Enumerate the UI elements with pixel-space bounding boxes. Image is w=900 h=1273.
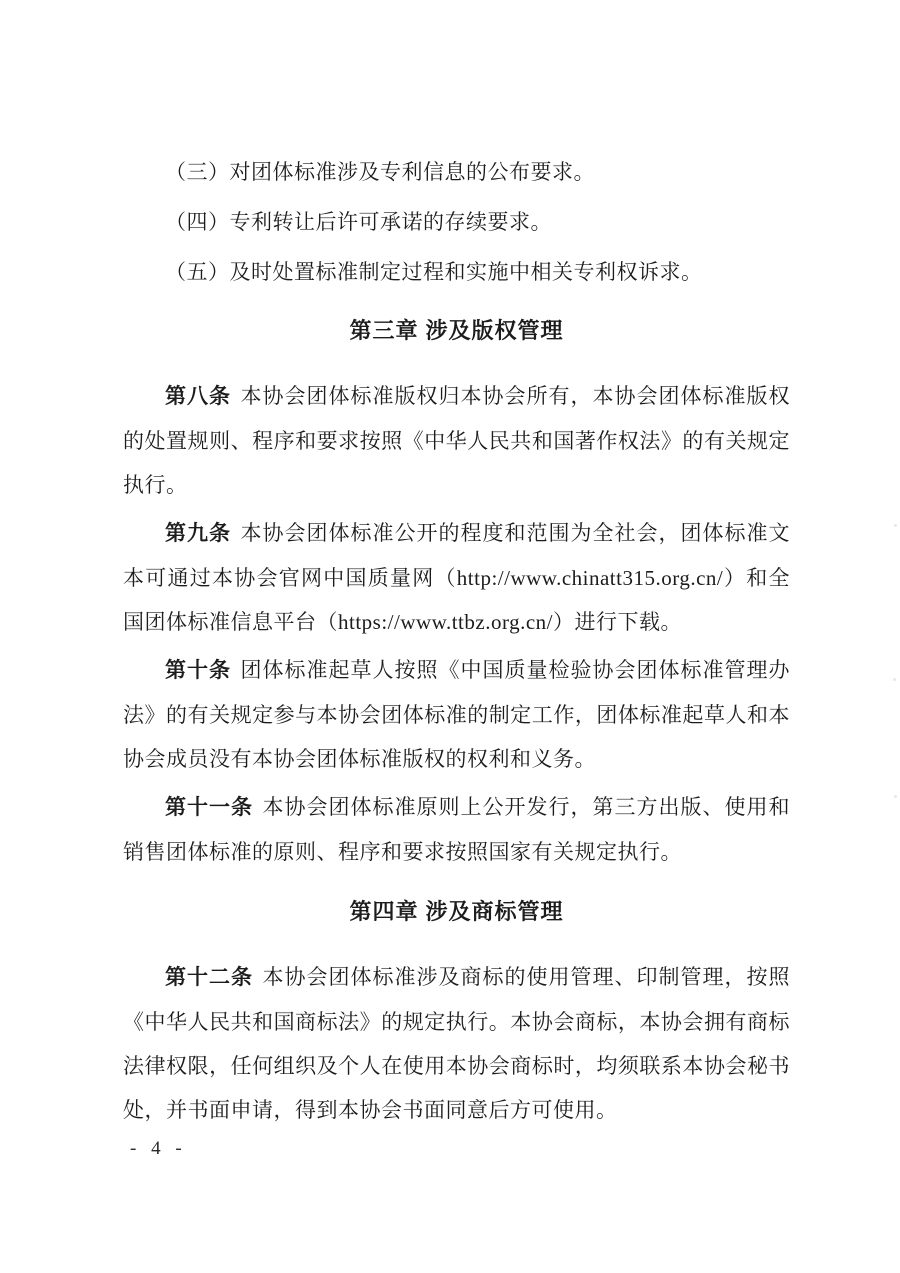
article-9-paragraph bbox=[123, 511, 790, 644]
scan-speckle bbox=[893, 678, 896, 681]
article-10-text: 团体标准起草人按照《中国质量检验协会团体标准管理办法》的有关规定参与本协会团体标准的制定工作，团体标准起草人和本协会成员没有本协会团体标准版权的权利和义务。 bbox=[123, 658, 791, 771]
list-item-5: （五）及时处置标准制定过程和实施中相关专利权诉求。 bbox=[165, 260, 703, 284]
chapter-4-heading: 第四章 涉及商标管理 bbox=[349, 899, 564, 924]
chapter-3-heading: 第三章 涉及版权管理 bbox=[349, 318, 564, 343]
article-8-text: 本协会团体标准版权归本协会所有，本协会团体标准版权的处置规则、程序和要求按照《中华人民共和国著作权法》的有关规定执行。 bbox=[123, 384, 791, 497]
page-number: - 4 - bbox=[130, 1138, 187, 1159]
article-9-number: 第九条 bbox=[165, 522, 232, 545]
article-11-number: 第十一条 bbox=[165, 796, 254, 819]
article-10-paragraph bbox=[123, 648, 790, 781]
article-8-paragraph bbox=[123, 374, 790, 507]
article-11-paragraph bbox=[123, 785, 790, 874]
document-content bbox=[123, 147, 790, 1136]
article-12-text: 本协会团体标准涉及商标的使用管理、印制管理，按照《中华人民共和国商标法》的规定执行。本协会商标，本协会拥有商标法律权限，任何组织及个人在使用本协会商标时，均须联系本协会秘书处，并书面申请，得到本协会书面同意后方可使用。 bbox=[123, 965, 791, 1122]
list-item-3: （三）对团体标准涉及专利信息的公布要求。 bbox=[165, 160, 595, 184]
article-9-text: 本协会团体标准公开的程度和范围为全社会，团体标准文本可通过本协会官网中国质量网（http://www.chinatt315.org.cn/）和全国团体标准信息平台（https://www.ttbz.org.cn/）进行下载。 bbox=[123, 521, 791, 634]
article-12-number: 第十二条 bbox=[165, 966, 254, 989]
article-10-number: 第十条 bbox=[165, 659, 232, 682]
scan-speckle bbox=[894, 795, 897, 798]
article-11-text: 本协会团体标准原则上公开发行，第三方出版、使用和销售团体标准的原则、程序和要求按照国家有关规定执行。 bbox=[123, 795, 791, 864]
scan-speckle bbox=[894, 524, 897, 527]
article-8-number: 第八条 bbox=[165, 385, 232, 408]
list-item-4: （四）专利转让后许可承诺的存续要求。 bbox=[165, 210, 552, 234]
article-12-paragraph bbox=[123, 955, 790, 1132]
